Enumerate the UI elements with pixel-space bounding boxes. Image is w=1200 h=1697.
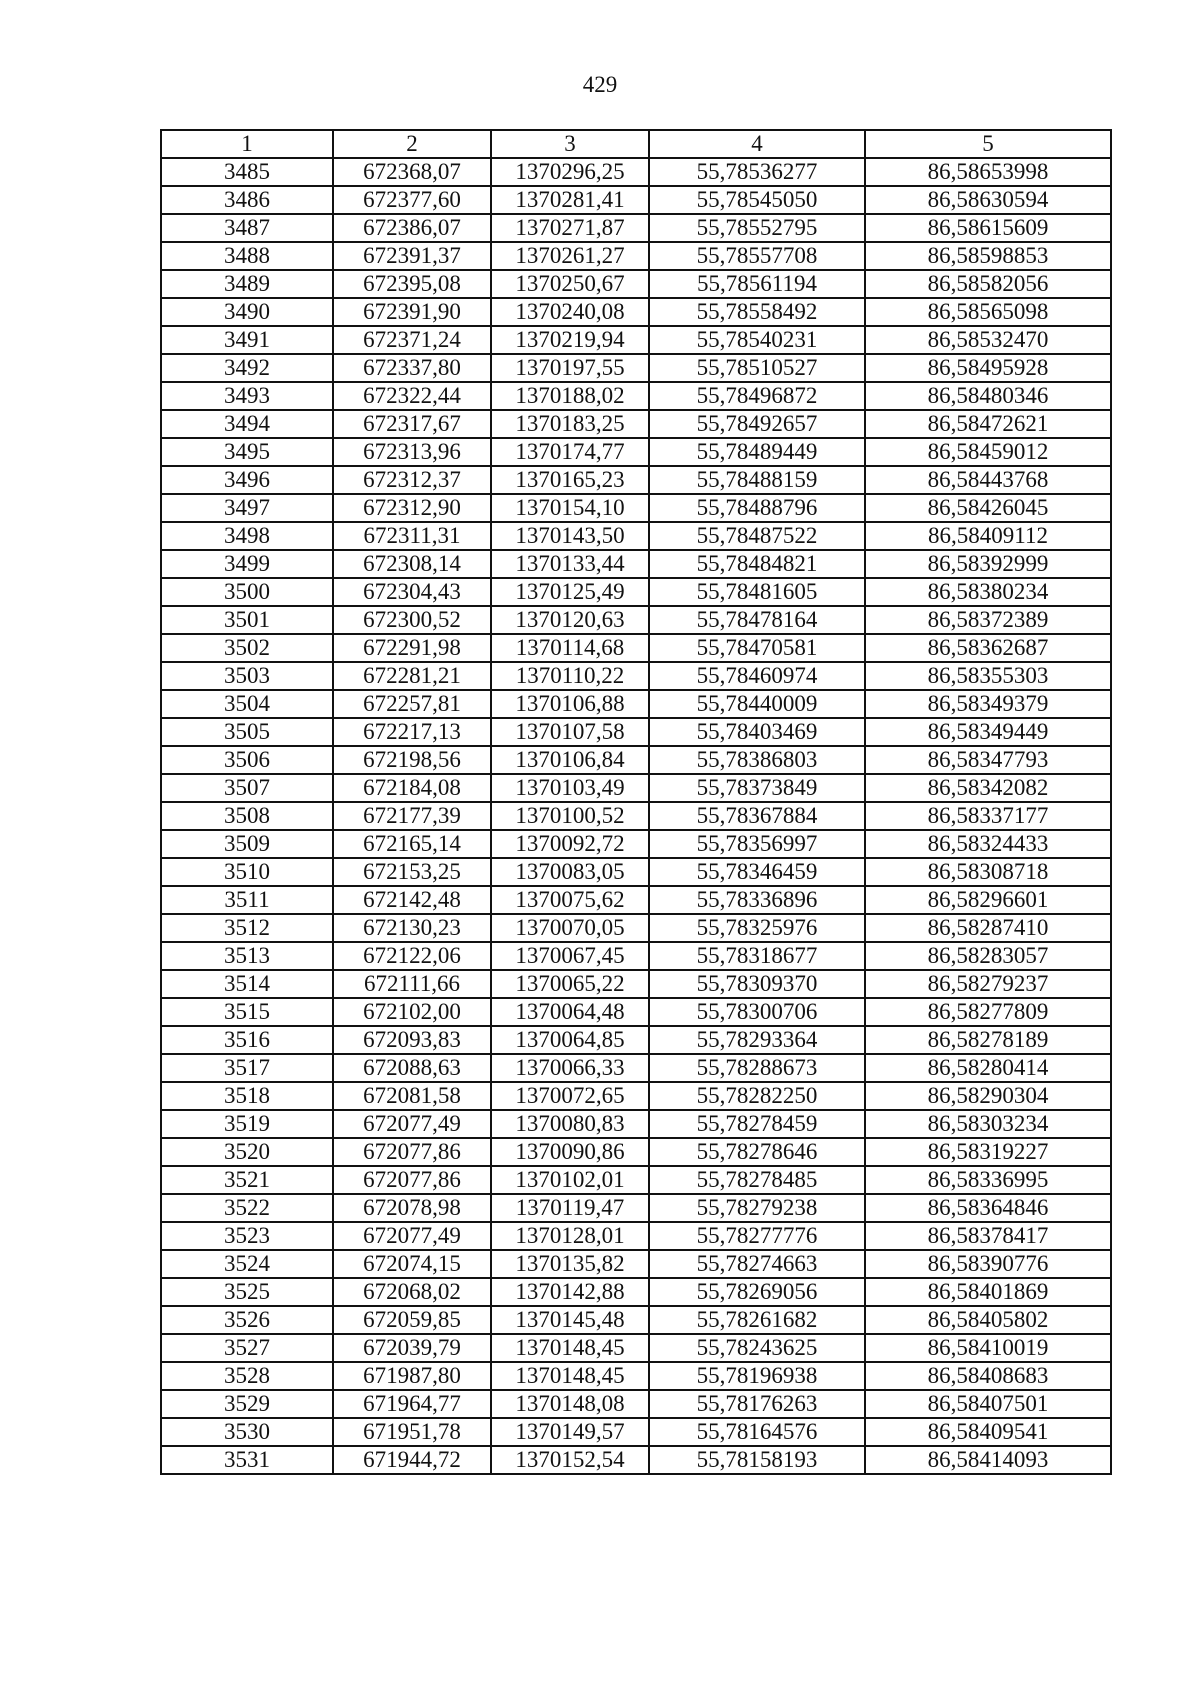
table-row (161, 914, 1111, 942)
table-row (161, 830, 1111, 858)
table-cell: 86,58372389 (865, 606, 1111, 634)
table-cell: 1370135,82 (491, 1250, 649, 1278)
table-cell: 1370240,08 (491, 298, 649, 326)
table-cell: 1370080,83 (491, 1110, 649, 1138)
table-cell: 55,78282250 (649, 1082, 865, 1110)
table-cell: 86,58410019 (865, 1334, 1111, 1362)
table-row (161, 494, 1111, 522)
table-cell: 86,58347793 (865, 746, 1111, 774)
table-cell: 86,58319227 (865, 1138, 1111, 1166)
table-cell: 672217,13 (333, 718, 491, 746)
table-cell: 3530 (161, 1418, 333, 1446)
table-row (161, 522, 1111, 550)
table-cell: 1370154,10 (491, 494, 649, 522)
table-cell: 3490 (161, 298, 333, 326)
table-cell: 55,78540231 (649, 326, 865, 354)
table-cell: 672395,08 (333, 270, 491, 298)
table-cell: 55,78386803 (649, 746, 865, 774)
table-cell: 671964,77 (333, 1390, 491, 1418)
table-cell: 672077,86 (333, 1138, 491, 1166)
table-cell: 1370152,54 (491, 1446, 649, 1474)
table-row (161, 1026, 1111, 1054)
table-cell: 3502 (161, 634, 333, 662)
table-cell: 672074,15 (333, 1250, 491, 1278)
table-cell: 672300,52 (333, 606, 491, 634)
table-cell: 86,58279237 (865, 970, 1111, 998)
table-row (161, 634, 1111, 662)
table-cell: 55,78561194 (649, 270, 865, 298)
table-cell: 672078,98 (333, 1194, 491, 1222)
table-cell: 55,78488159 (649, 466, 865, 494)
table-cell: 55,78196938 (649, 1362, 865, 1390)
table-cell: 86,58355303 (865, 662, 1111, 690)
table-cell: 1370128,01 (491, 1222, 649, 1250)
table-cell: 3520 (161, 1138, 333, 1166)
table-cell: 55,78293364 (649, 1026, 865, 1054)
table-cell: 86,58308718 (865, 858, 1111, 886)
table-cell: 1370072,65 (491, 1082, 649, 1110)
table-row (161, 718, 1111, 746)
table-cell: 3512 (161, 914, 333, 942)
table-cell: 1370102,01 (491, 1166, 649, 1194)
table-cell: 55,78484821 (649, 550, 865, 578)
table-cell: 672077,49 (333, 1222, 491, 1250)
table-cell: 86,58296601 (865, 886, 1111, 914)
table-header-row (161, 130, 1111, 158)
table-cell: 55,78278459 (649, 1110, 865, 1138)
table-cell: 3521 (161, 1166, 333, 1194)
table-cell: 86,58615609 (865, 214, 1111, 242)
table-row (161, 466, 1111, 494)
table-cell: 55,78325976 (649, 914, 865, 942)
table-cell: 86,58380234 (865, 578, 1111, 606)
table-cell: 55,78261682 (649, 1306, 865, 1334)
table-row (161, 1110, 1111, 1138)
table-cell: 55,78557708 (649, 242, 865, 270)
table-cell: 86,58342082 (865, 774, 1111, 802)
table-cell: 86,58472621 (865, 410, 1111, 438)
table-cell: 1370261,27 (491, 242, 649, 270)
table-cell: 3524 (161, 1250, 333, 1278)
table-cell: 55,78403469 (649, 718, 865, 746)
table-row (161, 998, 1111, 1026)
table-cell: 86,58414093 (865, 1446, 1111, 1474)
table-cell: 55,78373849 (649, 774, 865, 802)
table-cell: 672257,81 (333, 690, 491, 718)
table-row (161, 1306, 1111, 1334)
table-row (161, 578, 1111, 606)
table-cell: 672313,96 (333, 438, 491, 466)
table-cell: 86,58349449 (865, 718, 1111, 746)
table-cell: 86,58392999 (865, 550, 1111, 578)
table-cell: 1370281,41 (491, 186, 649, 214)
column-header: 4 (649, 130, 865, 158)
table-cell: 672184,08 (333, 774, 491, 802)
table-cell: 3505 (161, 718, 333, 746)
table-cell: 55,78277776 (649, 1222, 865, 1250)
table-cell: 1370064,48 (491, 998, 649, 1026)
table-cell: 3511 (161, 886, 333, 914)
table-cell: 86,58362687 (865, 634, 1111, 662)
table-cell: 1370110,22 (491, 662, 649, 690)
table-row (161, 158, 1111, 186)
coordinates-table (160, 129, 1112, 1475)
table-cell: 671987,80 (333, 1362, 491, 1390)
table-cell: 3515 (161, 998, 333, 1026)
table-cell: 55,78274663 (649, 1250, 865, 1278)
table-cell: 1370064,85 (491, 1026, 649, 1054)
table-cell: 55,78536277 (649, 158, 865, 186)
table-cell: 86,58598853 (865, 242, 1111, 270)
table-cell: 55,78460974 (649, 662, 865, 690)
table-cell: 3494 (161, 410, 333, 438)
table-row (161, 298, 1111, 326)
table-cell: 55,78470581 (649, 634, 865, 662)
table-cell: 3485 (161, 158, 333, 186)
table-cell: 672165,14 (333, 830, 491, 858)
table-cell: 55,78440009 (649, 690, 865, 718)
table-cell: 672322,44 (333, 382, 491, 410)
table-cell: 1370271,87 (491, 214, 649, 242)
table-cell: 3519 (161, 1110, 333, 1138)
table-cell: 1370103,49 (491, 774, 649, 802)
table-cell: 55,78278485 (649, 1166, 865, 1194)
table-cell: 3522 (161, 1194, 333, 1222)
table-cell: 672368,07 (333, 158, 491, 186)
table-cell: 55,78309370 (649, 970, 865, 998)
table-cell: 1370133,44 (491, 550, 649, 578)
table-cell: 672291,98 (333, 634, 491, 662)
table-cell: 1370065,22 (491, 970, 649, 998)
table-cell: 55,78481605 (649, 578, 865, 606)
table-cell: 672371,24 (333, 326, 491, 354)
table-cell: 672093,83 (333, 1026, 491, 1054)
table-cell: 672039,79 (333, 1334, 491, 1362)
table-cell: 3492 (161, 354, 333, 382)
table-cell: 86,58277809 (865, 998, 1111, 1026)
table-row (161, 606, 1111, 634)
table-cell: 1370188,02 (491, 382, 649, 410)
table-cell: 3529 (161, 1390, 333, 1418)
table-cell: 3506 (161, 746, 333, 774)
table-row (161, 1446, 1111, 1474)
table-cell: 672377,60 (333, 186, 491, 214)
table-cell: 1370119,47 (491, 1194, 649, 1222)
table-cell: 3527 (161, 1334, 333, 1362)
table-row (161, 1194, 1111, 1222)
table-cell: 55,78478164 (649, 606, 865, 634)
table-row (161, 1390, 1111, 1418)
table-cell: 55,78279238 (649, 1194, 865, 1222)
table-cell: 672130,23 (333, 914, 491, 942)
table-cell: 55,78367884 (649, 802, 865, 830)
table-cell: 3531 (161, 1446, 333, 1474)
table-cell: 672088,63 (333, 1054, 491, 1082)
table-cell: 3523 (161, 1222, 333, 1250)
table-cell: 55,78496872 (649, 382, 865, 410)
table-cell: 86,58565098 (865, 298, 1111, 326)
table-cell: 3496 (161, 466, 333, 494)
table-cell: 1370149,57 (491, 1418, 649, 1446)
table-cell: 3513 (161, 942, 333, 970)
table-cell: 3489 (161, 270, 333, 298)
table-cell: 86,58349379 (865, 690, 1111, 718)
table-cell: 55,78558492 (649, 298, 865, 326)
table-row (161, 242, 1111, 270)
table-row (161, 774, 1111, 802)
table-cell: 86,58378417 (865, 1222, 1111, 1250)
table-cell: 55,78318677 (649, 942, 865, 970)
table-cell: 55,78288673 (649, 1054, 865, 1082)
table-cell: 3501 (161, 606, 333, 634)
table-cell: 1370174,77 (491, 438, 649, 466)
table-cell: 3514 (161, 970, 333, 998)
table-cell: 86,58336995 (865, 1166, 1111, 1194)
table-cell: 672308,14 (333, 550, 491, 578)
table-cell: 86,58443768 (865, 466, 1111, 494)
table-cell: 1370067,45 (491, 942, 649, 970)
table-cell: 1370125,49 (491, 578, 649, 606)
table-cell: 672281,21 (333, 662, 491, 690)
table-cell: 3510 (161, 858, 333, 886)
table-cell: 1370092,72 (491, 830, 649, 858)
table-cell: 3499 (161, 550, 333, 578)
table-cell: 672059,85 (333, 1306, 491, 1334)
table-cell: 1370066,33 (491, 1054, 649, 1082)
table-cell: 1370183,25 (491, 410, 649, 438)
table-cell: 3503 (161, 662, 333, 690)
table-cell: 1370296,25 (491, 158, 649, 186)
table-cell: 671944,72 (333, 1446, 491, 1474)
table-row (161, 1082, 1111, 1110)
column-header: 2 (333, 130, 491, 158)
table-cell: 86,58278189 (865, 1026, 1111, 1054)
table-cell: 3516 (161, 1026, 333, 1054)
table-cell: 672111,66 (333, 970, 491, 998)
table-cell: 3487 (161, 214, 333, 242)
table-cell: 55,78488796 (649, 494, 865, 522)
table-cell: 55,78336896 (649, 886, 865, 914)
table-cell: 672153,25 (333, 858, 491, 886)
table-cell: 1370165,23 (491, 466, 649, 494)
table-row (161, 186, 1111, 214)
table-cell: 55,78552795 (649, 214, 865, 242)
table-cell: 86,58426045 (865, 494, 1111, 522)
table-cell: 86,58408683 (865, 1362, 1111, 1390)
table-row (161, 214, 1111, 242)
table-row (161, 410, 1111, 438)
table-cell: 672198,56 (333, 746, 491, 774)
table-row (161, 270, 1111, 298)
table-cell: 86,58407501 (865, 1390, 1111, 1418)
table-cell: 1370070,05 (491, 914, 649, 942)
table-row (161, 1250, 1111, 1278)
table-cell: 86,58287410 (865, 914, 1111, 942)
table-cell: 672077,86 (333, 1166, 491, 1194)
table-cell: 1370107,58 (491, 718, 649, 746)
table-cell: 55,78176263 (649, 1390, 865, 1418)
table-row (161, 1334, 1111, 1362)
table-cell: 86,58630594 (865, 186, 1111, 214)
table-cell: 55,78269056 (649, 1278, 865, 1306)
table-row (161, 1418, 1111, 1446)
table-cell: 86,58283057 (865, 942, 1111, 970)
table-row (161, 1222, 1111, 1250)
table-row (161, 1278, 1111, 1306)
table-cell: 55,78164576 (649, 1418, 865, 1446)
table-cell: 55,78158193 (649, 1446, 865, 1474)
table-cell: 3509 (161, 830, 333, 858)
table-row (161, 354, 1111, 382)
table-cell: 672102,00 (333, 998, 491, 1026)
table-row (161, 746, 1111, 774)
table-cell: 1370219,94 (491, 326, 649, 354)
table-row (161, 802, 1111, 830)
table-cell: 3500 (161, 578, 333, 606)
table-cell: 672311,31 (333, 522, 491, 550)
table-cell: 1370250,67 (491, 270, 649, 298)
column-header: 3 (491, 130, 649, 158)
table-row (161, 382, 1111, 410)
table-cell: 3498 (161, 522, 333, 550)
table-cell: 86,58337177 (865, 802, 1111, 830)
table-cell: 3508 (161, 802, 333, 830)
table-cell: 672142,48 (333, 886, 491, 914)
table-cell: 86,58390776 (865, 1250, 1111, 1278)
table-cell: 1370145,48 (491, 1306, 649, 1334)
table-cell: 672304,43 (333, 578, 491, 606)
table-row (161, 858, 1111, 886)
table-cell: 55,78510527 (649, 354, 865, 382)
table-row (161, 1138, 1111, 1166)
table-cell: 86,58405802 (865, 1306, 1111, 1334)
table-cell: 672122,06 (333, 942, 491, 970)
table-cell: 86,58409541 (865, 1418, 1111, 1446)
table-cell: 3497 (161, 494, 333, 522)
table-cell: 1370075,62 (491, 886, 649, 914)
table-cell: 1370120,63 (491, 606, 649, 634)
table-cell: 55,78489449 (649, 438, 865, 466)
table-cell: 86,58324433 (865, 830, 1111, 858)
table-cell: 1370148,08 (491, 1390, 649, 1418)
page-number: 429 (582, 72, 618, 97)
table-cell: 3507 (161, 774, 333, 802)
table-cell: 86,58653998 (865, 158, 1111, 186)
table-cell: 55,78492657 (649, 410, 865, 438)
table-cell: 672177,39 (333, 802, 491, 830)
table-cell: 55,78356997 (649, 830, 865, 858)
table-cell: 672081,58 (333, 1082, 491, 1110)
table-cell: 1370090,86 (491, 1138, 649, 1166)
table-cell: 1370148,45 (491, 1362, 649, 1390)
table-row (161, 1054, 1111, 1082)
table-cell: 672312,37 (333, 466, 491, 494)
column-header: 1 (161, 130, 333, 158)
table-cell: 3486 (161, 186, 333, 214)
table-cell: 1370197,55 (491, 354, 649, 382)
table-cell: 1370100,52 (491, 802, 649, 830)
table-row (161, 886, 1111, 914)
table-cell: 3504 (161, 690, 333, 718)
table-row (161, 662, 1111, 690)
table-cell: 1370106,88 (491, 690, 649, 718)
table-row (161, 326, 1111, 354)
table-cell: 672337,80 (333, 354, 491, 382)
table-cell: 86,58303234 (865, 1110, 1111, 1138)
table-cell: 1370083,05 (491, 858, 649, 886)
table-cell: 55,78278646 (649, 1138, 865, 1166)
table-cell: 86,58582056 (865, 270, 1111, 298)
table-cell: 1370106,84 (491, 746, 649, 774)
table-cell: 671951,78 (333, 1418, 491, 1446)
table-cell: 3518 (161, 1082, 333, 1110)
table-cell: 86,58495928 (865, 354, 1111, 382)
table-cell: 55,78545050 (649, 186, 865, 214)
table-cell: 86,58409112 (865, 522, 1111, 550)
table-cell: 3495 (161, 438, 333, 466)
table-cell: 86,58364846 (865, 1194, 1111, 1222)
table-cell: 1370114,68 (491, 634, 649, 662)
table-cell: 55,78487522 (649, 522, 865, 550)
table-cell: 55,78243625 (649, 1334, 865, 1362)
table-cell: 3526 (161, 1306, 333, 1334)
table-cell: 3488 (161, 242, 333, 270)
table-cell: 672077,49 (333, 1110, 491, 1138)
table-body (161, 158, 1111, 1474)
table-cell: 672386,07 (333, 214, 491, 242)
table-row (161, 690, 1111, 718)
table-row (161, 550, 1111, 578)
table-cell: 55,78300706 (649, 998, 865, 1026)
table-cell: 672068,02 (333, 1278, 491, 1306)
table-cell: 1370142,88 (491, 1278, 649, 1306)
table-cell: 86,58532470 (865, 326, 1111, 354)
table-row (161, 1362, 1111, 1390)
table-cell: 3525 (161, 1278, 333, 1306)
table-cell: 3528 (161, 1362, 333, 1390)
table-cell: 672391,37 (333, 242, 491, 270)
table-cell: 672312,90 (333, 494, 491, 522)
table-cell: 86,58290304 (865, 1082, 1111, 1110)
table-cell: 86,58480346 (865, 382, 1111, 410)
table-cell: 1370148,45 (491, 1334, 649, 1362)
table-row (161, 942, 1111, 970)
table-cell: 672317,67 (333, 410, 491, 438)
table-row (161, 970, 1111, 998)
table-cell: 1370143,50 (491, 522, 649, 550)
column-header: 5 (865, 130, 1111, 158)
table-row (161, 1166, 1111, 1194)
table-cell: 86,58401869 (865, 1278, 1111, 1306)
table-cell: 55,78346459 (649, 858, 865, 886)
table-row (161, 438, 1111, 466)
table-cell: 672391,90 (333, 298, 491, 326)
table-cell: 86,58459012 (865, 438, 1111, 466)
table-cell: 3517 (161, 1054, 333, 1082)
table-cell: 3493 (161, 382, 333, 410)
table-cell: 3491 (161, 326, 333, 354)
table-cell: 86,58280414 (865, 1054, 1111, 1082)
